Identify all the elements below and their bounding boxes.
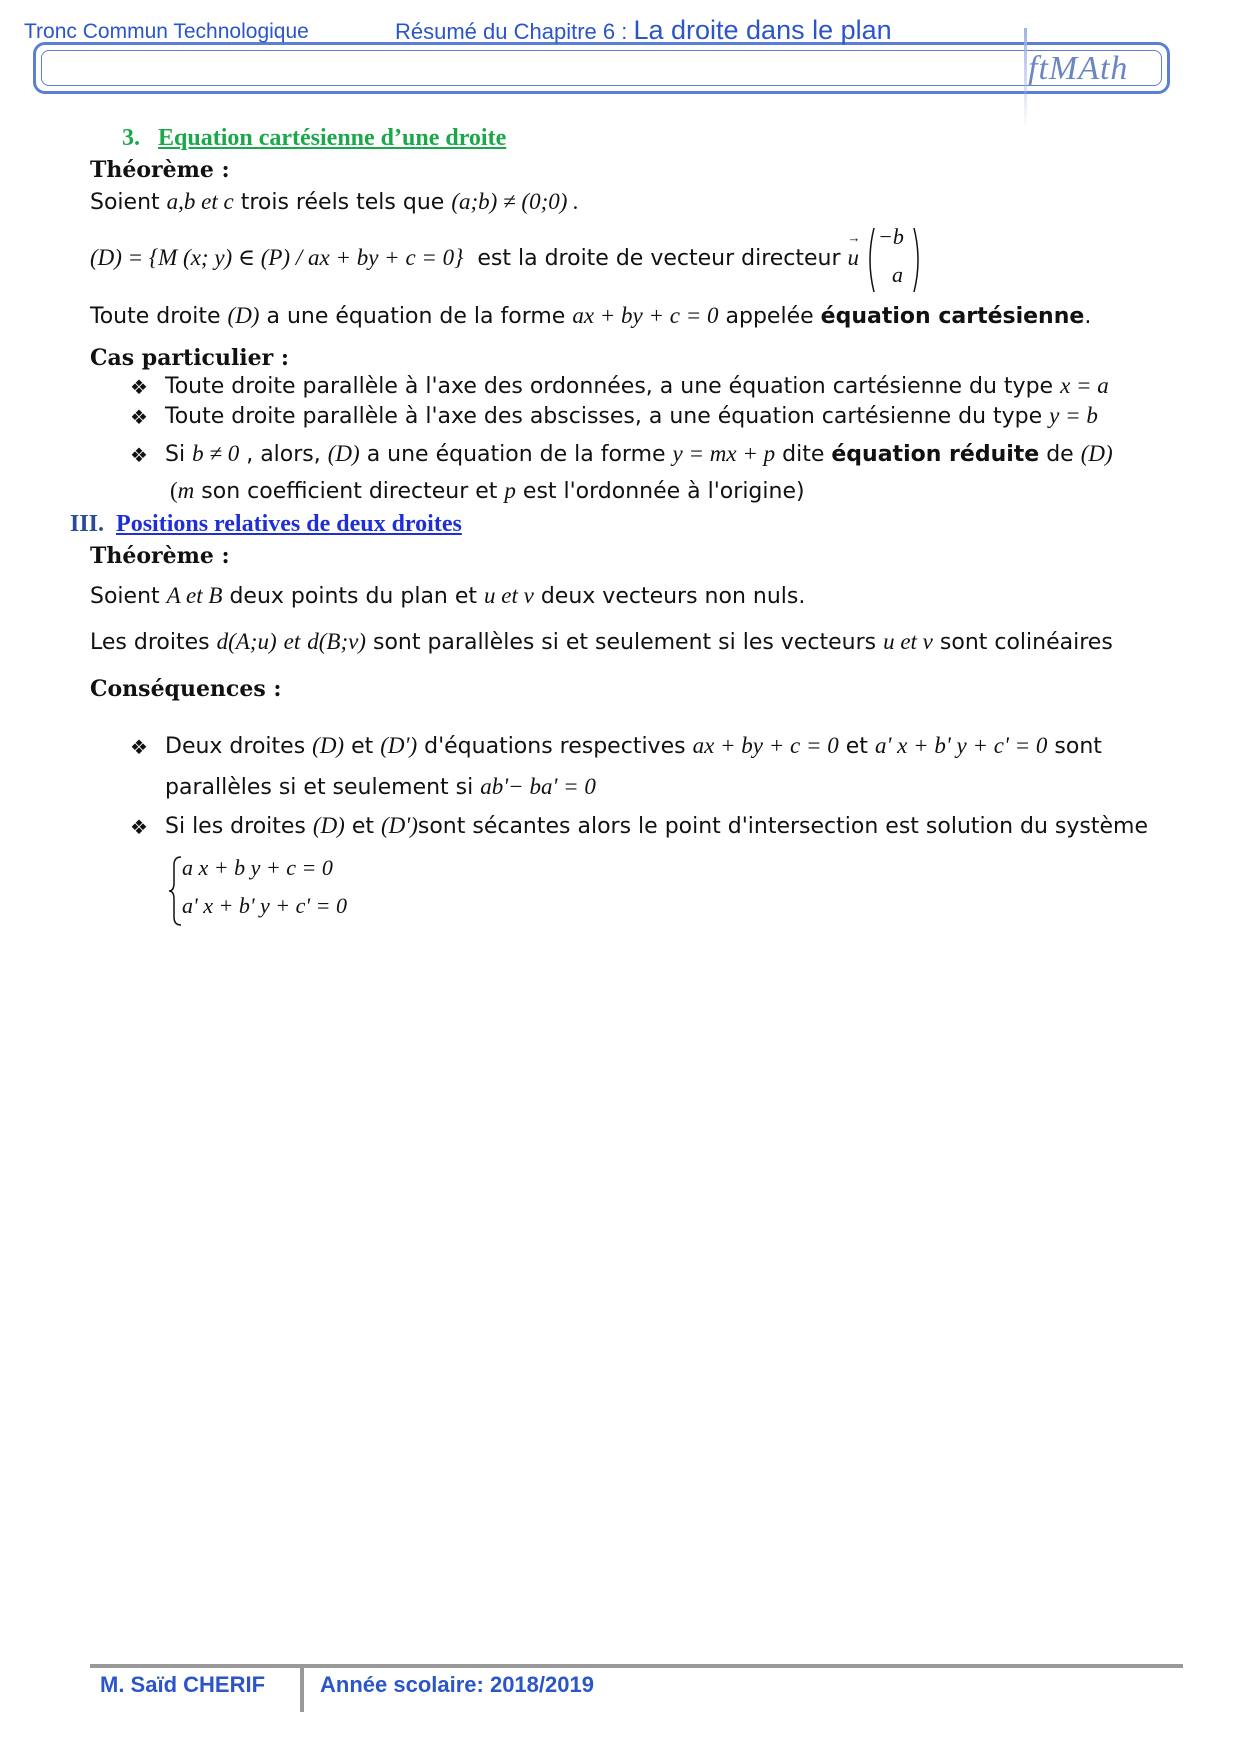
cons2-text-b: sont sécantes alors le point d'intersection est solution du système	[417, 814, 1148, 839]
consequence-1-cont	[165, 774, 596, 800]
every-line-D: (D)	[227, 303, 260, 328]
vector-bottom: a	[892, 262, 903, 287]
diamond-bullet-icon: ❖	[130, 375, 148, 399]
footer-separator	[300, 1668, 304, 1712]
theorem-label-2: Théorème :	[90, 543, 230, 569]
line-d-B-v: d(B;v)	[307, 629, 366, 654]
cons1-equation-2: a' x + b' y + c' = 0	[874, 733, 1048, 758]
case3-text: a une équation de la forme	[366, 442, 666, 467]
points-rest: deux points du plan et	[229, 584, 478, 609]
vector-u: → u	[848, 245, 860, 271]
soient-vars: a,b et c	[166, 189, 234, 214]
cons1-text-a: Deux droites	[165, 734, 306, 759]
soient-line-2	[90, 583, 805, 609]
case3-si: Si	[165, 442, 186, 467]
consequences-label: Conséquences :	[90, 676, 282, 702]
cons1-et-2: et	[845, 734, 868, 759]
cons2-D: (D)	[312, 813, 345, 838]
special-case-3	[165, 441, 1113, 467]
points-A-B: A et B	[166, 583, 223, 608]
header-chapter-title: La droite dans le plan	[633, 15, 892, 45]
vectors-u-v: u et v	[484, 583, 534, 608]
cons1-D: (D)	[312, 733, 345, 758]
section-III-title	[70, 511, 462, 538]
footer-author: M. Saïd CHERIF	[100, 1672, 266, 1697]
et-text: et	[283, 629, 301, 654]
case3-alors: , alors,	[246, 442, 321, 467]
theorem-label-1: Théorème :	[90, 157, 230, 183]
case3-equation: y = mx + p	[672, 441, 776, 466]
soient-text-2: Soient	[90, 584, 160, 609]
vector-top: −b	[878, 224, 904, 249]
vectors-u-v-2: u et v	[883, 629, 933, 654]
case3-D: (D)	[327, 441, 360, 466]
every-line-bold: équation cartésienne	[820, 304, 1085, 329]
condition: (a;b) ≠ (0;0) .	[451, 189, 579, 214]
special-case-1	[165, 373, 1109, 399]
case3-p: p	[504, 478, 516, 503]
cons1-text-c: parallèles si et seulement si	[165, 775, 474, 800]
case3-note-1: son coefficient directeur et	[201, 479, 498, 504]
cons1-text-b: d'équations respectives	[424, 734, 686, 759]
soient-line-1	[90, 189, 579, 215]
special-case-2-text: Toute droite parallèle à l'axe des abscisses, a une équation cartésienne du type	[165, 404, 1043, 429]
set-rest-text: est la droite de vecteur directeur	[477, 246, 841, 271]
diamond-bullet-icon: ❖	[130, 815, 148, 839]
header-level: Tronc Commun Technologique	[24, 20, 309, 43]
special-case-1-text: Toute droite parallèle à l'axe des ordonnées, a une équation cartésienne du type	[165, 374, 1054, 399]
special-case-2	[165, 403, 1098, 429]
case3-note-2: est l'ordonnée à l'origine)	[522, 479, 805, 504]
parallel-theorem-line	[90, 629, 1113, 655]
footer-year: Année scolaire: 2018/2019	[320, 1672, 594, 1697]
diamond-bullet-icon: ❖	[130, 405, 148, 429]
footer-divider	[90, 1664, 1183, 1668]
parallel-text: sont parallèles si et seulement si les vecteurs	[372, 630, 877, 655]
cons2-D-prime: (D')	[381, 813, 418, 838]
case3-de: de	[1046, 442, 1074, 467]
logo: ftMAth	[1028, 50, 1129, 87]
cons1-sont: sont	[1054, 734, 1102, 759]
special-case-1-math: x = a	[1060, 373, 1109, 398]
case3-m: m	[177, 478, 195, 503]
colinear-text: sont colinéaires	[939, 630, 1113, 655]
cartesian-equation-line	[90, 303, 1091, 329]
system-row-2: a' x + b' y + c' = 0	[182, 893, 347, 918]
header-summary-prefix: Résumé du Chapitre 6 :	[395, 19, 634, 44]
column-vector	[864, 224, 924, 296]
diamond-bullet-icon: ❖	[130, 443, 148, 467]
lines-text: Les droites	[90, 630, 210, 655]
vectors-rest: deux vecteurs non nuls.	[540, 584, 806, 609]
cons2-et: et	[351, 814, 375, 839]
consequence-2	[165, 813, 1148, 839]
system-row-1: a x + b y + c = 0	[182, 855, 333, 880]
special-cases-label: Cas particulier :	[90, 345, 290, 371]
soient-text: Soient	[90, 190, 160, 215]
set-definition: (D) = {M (x; y) ∈ (P) / ax + by + c = 0}	[90, 245, 464, 270]
section-3-number: 3.	[122, 125, 140, 151]
every-line-text-2: a une équation de la forme	[266, 304, 566, 329]
soient-rest: trois réels tels que	[240, 190, 445, 215]
set-definition-line	[90, 245, 859, 271]
section-III-number: III.	[70, 511, 105, 537]
equation-system	[168, 855, 388, 927]
consequence-1	[165, 733, 1102, 759]
case3-condition: b ≠ 0	[192, 441, 240, 466]
section-III-title-text: Positions relatives de deux droites	[116, 511, 462, 537]
cons1-equation-1: ax + by + c = 0	[692, 733, 839, 758]
cons1-D-prime: (D')	[380, 733, 418, 758]
diamond-bullet-icon: ❖	[130, 735, 148, 759]
every-line-end: .	[1084, 304, 1092, 329]
special-case-2-math: y = b	[1049, 403, 1098, 428]
case3-bold: équation réduite	[831, 442, 1040, 467]
line-d-A-u: d(A;u)	[216, 629, 277, 654]
cons1-condition: ab'− ba' = 0	[480, 774, 596, 799]
cons2-text-a: Si les droites	[165, 814, 306, 839]
case3-paren: (	[170, 478, 178, 503]
every-line-equation: ax + by + c = 0	[572, 303, 719, 328]
case3-dite: dite	[782, 442, 825, 467]
every-line-text-1: Toute droite	[90, 304, 221, 329]
case3-note	[170, 478, 805, 504]
case3-D2: (D)	[1080, 441, 1113, 466]
section-3-title	[122, 125, 506, 152]
every-line-text-3: appelée	[725, 304, 814, 329]
cons1-et: et	[351, 734, 374, 759]
section-3-title-text: Equation cartésienne d’une droite	[158, 125, 507, 151]
